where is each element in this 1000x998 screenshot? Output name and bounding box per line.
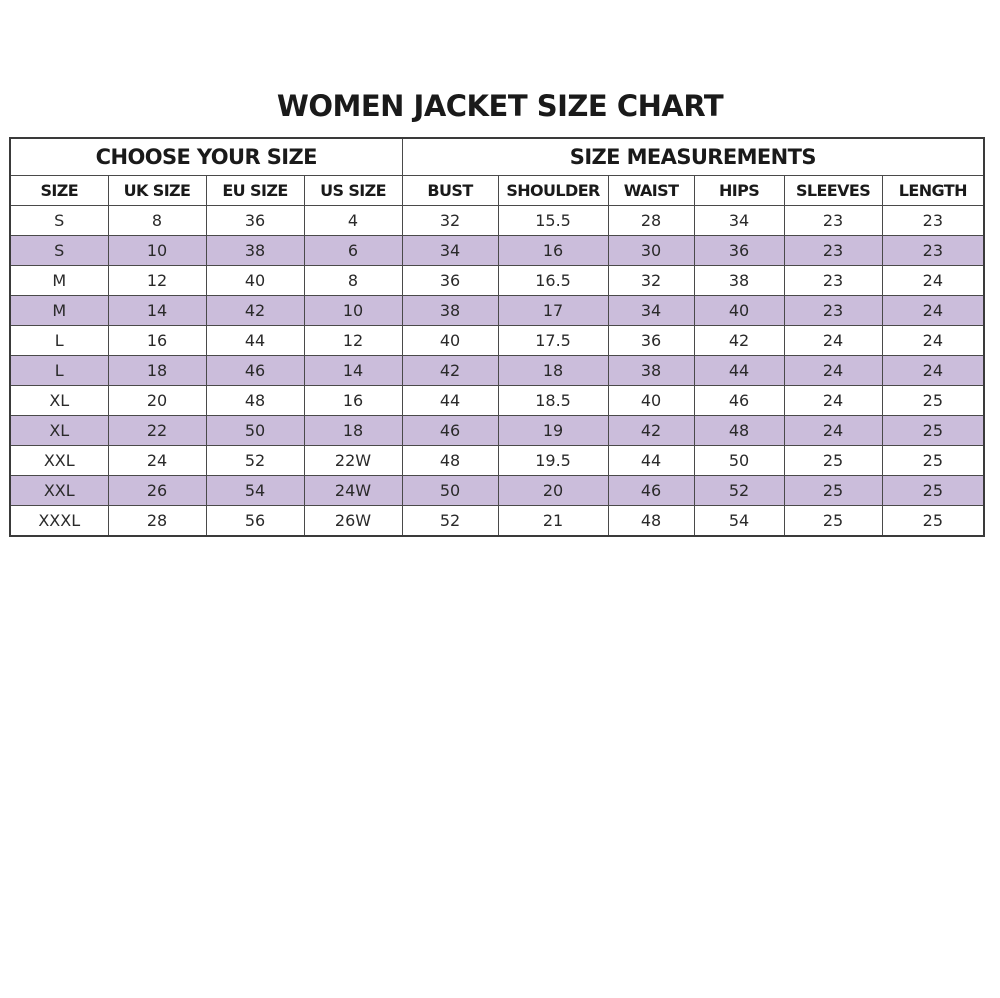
table-cell-us-size: 10 [304, 296, 402, 326]
table-cell-length: 25 [882, 416, 984, 446]
table-cell-eu-size: 48 [206, 386, 304, 416]
table-cell-sleeves: 25 [784, 506, 882, 537]
table-cell-sleeves: 25 [784, 476, 882, 506]
table-cell-bust: 52 [402, 506, 498, 537]
column-header-us-size: US SIZE [304, 176, 402, 206]
group-header-row [10, 138, 984, 176]
table-cell-shoulder: 17 [498, 296, 608, 326]
table-cell-sleeves: 24 [784, 356, 882, 386]
table-cell-shoulder: 18.5 [498, 386, 608, 416]
table-cell-waist: 40 [608, 386, 694, 416]
table-cell-size: XL [10, 386, 108, 416]
column-header-sleeves: SLEEVES [784, 176, 882, 206]
chart-title: WOMEN JACKET SIZE CHART [276, 89, 724, 123]
table-cell-length: 25 [882, 506, 984, 537]
column-header-size: SIZE [10, 176, 108, 206]
table-cell-sleeves: 24 [784, 416, 882, 446]
table-cell-us-size: 16 [304, 386, 402, 416]
table-cell-us-size: 4 [304, 206, 402, 236]
table-cell-hips: 52 [694, 476, 784, 506]
table-cell-uk-size: 12 [108, 266, 206, 296]
table-cell-uk-size: 22 [108, 416, 206, 446]
table-cell-us-size: 22W [304, 446, 402, 476]
table-row [10, 506, 984, 537]
table-cell-waist: 32 [608, 266, 694, 296]
column-header-hips: HIPS [694, 176, 784, 206]
table-cell-waist: 36 [608, 326, 694, 356]
table-cell-bust: 46 [402, 416, 498, 446]
table-cell-bust: 44 [402, 386, 498, 416]
table-cell-waist: 46 [608, 476, 694, 506]
table-cell-sleeves: 25 [784, 446, 882, 476]
table-row [10, 356, 984, 386]
table-cell-waist: 42 [608, 416, 694, 446]
table-cell-shoulder: 21 [498, 506, 608, 537]
table-cell-bust: 40 [402, 326, 498, 356]
column-header-uk-size: UK SIZE [108, 176, 206, 206]
table-cell-waist: 44 [608, 446, 694, 476]
table-cell-shoulder: 15.5 [498, 206, 608, 236]
table-cell-us-size: 24W [304, 476, 402, 506]
table-cell-shoulder: 16 [498, 236, 608, 266]
table-cell-length: 25 [882, 386, 984, 416]
table-cell-length: 24 [882, 296, 984, 326]
table-cell-eu-size: 40 [206, 266, 304, 296]
table-cell-size: L [10, 356, 108, 386]
column-header-bust: BUST [402, 176, 498, 206]
table-cell-us-size: 12 [304, 326, 402, 356]
table-cell-sleeves: 23 [784, 296, 882, 326]
table-cell-us-size: 8 [304, 266, 402, 296]
table-cell-size: S [10, 206, 108, 236]
table-cell-sleeves: 24 [784, 386, 882, 416]
table-cell-hips: 36 [694, 236, 784, 266]
table-cell-us-size: 14 [304, 356, 402, 386]
table-cell-eu-size: 36 [206, 206, 304, 236]
table-cell-eu-size: 54 [206, 476, 304, 506]
table-cell-sleeves: 23 [784, 236, 882, 266]
table-cell-length: 25 [882, 476, 984, 506]
table-cell-waist: 28 [608, 206, 694, 236]
table-row [10, 386, 984, 416]
table-cell-shoulder: 19 [498, 416, 608, 446]
table-cell-size: M [10, 296, 108, 326]
table-cell-eu-size: 46 [206, 356, 304, 386]
table-cell-eu-size: 52 [206, 446, 304, 476]
table-cell-hips: 40 [694, 296, 784, 326]
table-cell-waist: 30 [608, 236, 694, 266]
column-header-waist: WAIST [608, 176, 694, 206]
table-row [10, 446, 984, 476]
column-header-eu-size: EU SIZE [206, 176, 304, 206]
table-row [10, 326, 984, 356]
table-cell-length: 23 [882, 206, 984, 236]
table-cell-us-size: 6 [304, 236, 402, 266]
column-header-length: LENGTH [882, 176, 984, 206]
table-cell-eu-size: 38 [206, 236, 304, 266]
table-cell-length: 25 [882, 446, 984, 476]
table-cell-uk-size: 18 [108, 356, 206, 386]
table-body [10, 206, 984, 537]
group-header-size-measurements: SIZE MEASUREMENTS [402, 138, 984, 176]
table-cell-shoulder: 19.5 [498, 446, 608, 476]
table-cell-hips: 50 [694, 446, 784, 476]
table-cell-bust: 50 [402, 476, 498, 506]
table-row [10, 236, 984, 266]
table-cell-uk-size: 24 [108, 446, 206, 476]
table-cell-uk-size: 20 [108, 386, 206, 416]
table-cell-bust: 34 [402, 236, 498, 266]
table-cell-eu-size: 50 [206, 416, 304, 446]
table-cell-uk-size: 28 [108, 506, 206, 537]
table-cell-us-size: 18 [304, 416, 402, 446]
table-cell-sleeves: 24 [784, 326, 882, 356]
table-cell-hips: 46 [694, 386, 784, 416]
table-cell-length: 23 [882, 236, 984, 266]
table-row [10, 266, 984, 296]
table-cell-bust: 48 [402, 446, 498, 476]
table-cell-us-size: 26W [304, 506, 402, 537]
column-header-row [10, 176, 984, 206]
table-row [10, 416, 984, 446]
table-cell-sleeves: 23 [784, 266, 882, 296]
table-cell-uk-size: 16 [108, 326, 206, 356]
table-cell-waist: 34 [608, 296, 694, 326]
table-cell-length: 24 [882, 356, 984, 386]
table-cell-waist: 48 [608, 506, 694, 537]
table-cell-hips: 34 [694, 206, 784, 236]
table-cell-sleeves: 23 [784, 206, 882, 236]
table-cell-size: XXL [10, 476, 108, 506]
table-cell-bust: 32 [402, 206, 498, 236]
table-cell-size: XL [10, 416, 108, 446]
table-cell-size: S [10, 236, 108, 266]
table-cell-bust: 42 [402, 356, 498, 386]
table-cell-uk-size: 26 [108, 476, 206, 506]
table-cell-hips: 54 [694, 506, 784, 537]
table-row [10, 476, 984, 506]
table-cell-shoulder: 18 [498, 356, 608, 386]
table-cell-eu-size: 42 [206, 296, 304, 326]
table-cell-hips: 38 [694, 266, 784, 296]
table-cell-hips: 42 [694, 326, 784, 356]
table-cell-hips: 48 [694, 416, 784, 446]
table-cell-shoulder: 17.5 [498, 326, 608, 356]
table-cell-size: XXL [10, 446, 108, 476]
group-header-choose-your-size: CHOOSE YOUR SIZE [10, 138, 402, 176]
table-row [10, 296, 984, 326]
column-header-shoulder: SHOULDER [498, 176, 608, 206]
table-cell-waist: 38 [608, 356, 694, 386]
table-cell-length: 24 [882, 326, 984, 356]
table-cell-size: M [10, 266, 108, 296]
table-cell-shoulder: 16.5 [498, 266, 608, 296]
table-cell-length: 24 [882, 266, 984, 296]
table-cell-hips: 44 [694, 356, 784, 386]
table-cell-uk-size: 10 [108, 236, 206, 266]
table-cell-eu-size: 44 [206, 326, 304, 356]
table-cell-shoulder: 20 [498, 476, 608, 506]
table-cell-uk-size: 8 [108, 206, 206, 236]
table-row [10, 206, 984, 236]
table-cell-eu-size: 56 [206, 506, 304, 537]
table-cell-size: L [10, 326, 108, 356]
table-cell-size: XXXL [10, 506, 108, 537]
table-cell-bust: 36 [402, 266, 498, 296]
table-cell-bust: 38 [402, 296, 498, 326]
size-chart-table [9, 137, 985, 537]
table-cell-uk-size: 14 [108, 296, 206, 326]
